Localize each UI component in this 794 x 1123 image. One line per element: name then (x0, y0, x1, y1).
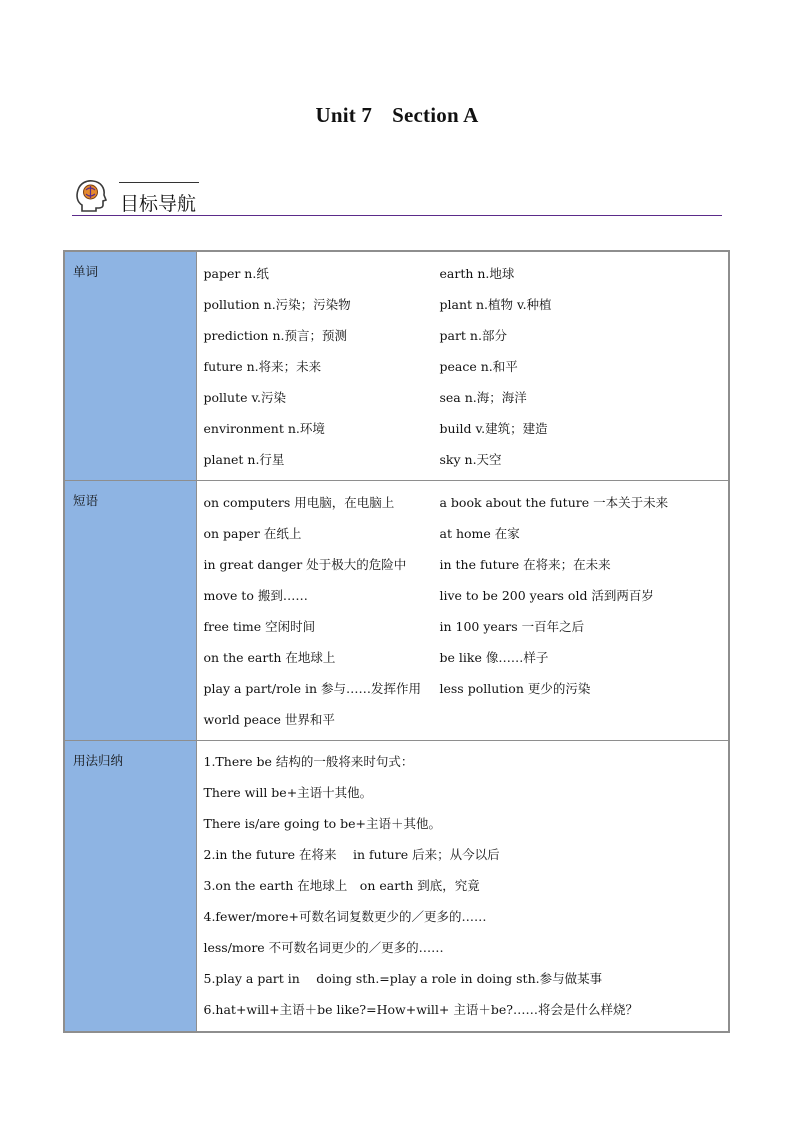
banner-accent-line (119, 182, 199, 183)
entry-left: on computers 用电脑，在电脑上 (203, 494, 395, 510)
usage-line: 4.fewer/more+可数名词复数更少的／更多的…… (203, 909, 487, 924)
entry-row (204, 486, 729, 517)
category-vocab: 单词 (64, 251, 196, 481)
usage-line: There will be+主语十其他。 (203, 785, 373, 800)
category-phrases: 短语 (64, 481, 196, 741)
entry-left: free time 空闲时间 (203, 618, 316, 634)
entry-right: sea n.海；海洋 (439, 389, 527, 405)
usage-body (196, 741, 729, 1033)
entry-left: play a part/role in 参与……发挥作用 (203, 680, 421, 696)
usage-line: less/more 不可数名词更少的／更多的…… (203, 940, 444, 955)
usage-line: There is/are going to be+主语＋其他。 (203, 816, 442, 831)
title-unit: Unit 7 (315, 103, 373, 127)
entry-left: move to 搬到…… (203, 587, 308, 603)
phrase-body (196, 481, 729, 741)
entry-row (204, 672, 729, 703)
entry-right: in 100 years 一百年之后 (439, 618, 585, 634)
entry-left: in great danger 处于极大的危险中 (203, 556, 407, 572)
entry-left: pollution n.污染；污染物 (203, 296, 351, 312)
usage-line: 2.in the future 在将来 in future 后来；从今以后 (203, 847, 500, 862)
entry-left: on the earth 在地球上 (203, 649, 336, 665)
vocab-body (196, 251, 729, 481)
entry-row (204, 257, 729, 288)
entry-left: environment n.环境 (203, 420, 325, 436)
title-section: Section A (392, 103, 479, 127)
usage-line: 3.on the earth 在地球上 on earth 到底，究竟 (203, 878, 480, 893)
entry-row (204, 548, 729, 579)
entry-right: be like 像……样子 (439, 649, 549, 665)
entry-right: earth n.地球 (439, 265, 515, 281)
section-banner (72, 176, 722, 220)
entry-row (204, 517, 729, 548)
entry-left: pollute v.污染 (203, 389, 287, 405)
summary-table (63, 250, 730, 1033)
entry-right: at home 在家 (439, 525, 520, 541)
entry-row (204, 350, 729, 381)
phrase-row (64, 481, 729, 741)
entry-left: planet n.行星 (203, 451, 285, 467)
entry-row (204, 381, 729, 412)
category-usage: 用法归纳 (64, 741, 196, 1033)
entry-row (204, 443, 729, 474)
page-title (0, 103, 794, 128)
usage-line: 1.There be 结构的一般将来时句式： (203, 754, 414, 769)
entry-right: less pollution 更少的污染 (439, 680, 591, 696)
entry-left: world peace 世界和平 (203, 711, 335, 727)
vocab-row (64, 251, 729, 481)
entry-left: on paper 在纸上 (203, 525, 302, 541)
banner-rule (72, 215, 722, 216)
entry-left: future n.将来；未来 (203, 358, 322, 374)
entry-row (204, 641, 729, 672)
entry-left: paper n.纸 (203, 265, 269, 281)
entry-right: live to be 200 years old 活到两百岁 (439, 587, 654, 603)
entry-row (204, 610, 729, 641)
entry-right: in the future 在将来；在未来 (439, 556, 611, 572)
brain-head-icon (74, 178, 108, 214)
entry-left: prediction n.预言；预测 (203, 327, 347, 343)
entry-row (204, 288, 729, 319)
entry-row (204, 579, 729, 610)
entry-right: sky n.天空 (439, 451, 502, 467)
entry-row (204, 412, 729, 443)
entry-right: build v.建筑；建造 (439, 420, 548, 436)
usage-line: 5.play a part in doing sth.=play a role in doing sth.参与做某事 (203, 971, 603, 986)
entry-right: peace n.和平 (439, 358, 518, 374)
entry-right: plant n.植物 v.种植 (439, 296, 552, 312)
banner-label: 目标导航 (120, 193, 197, 215)
usage-row (64, 741, 729, 1033)
entry-row (204, 703, 729, 734)
usage-line: 6.hat+will+主语＋be like?=How+will+ 主语＋be?……将会是什么样烧？ (203, 1002, 638, 1017)
entry-row (204, 319, 729, 350)
entry-right: a book about the future 一本关于未来 (439, 494, 669, 510)
entry-right: part n.部分 (439, 327, 507, 343)
